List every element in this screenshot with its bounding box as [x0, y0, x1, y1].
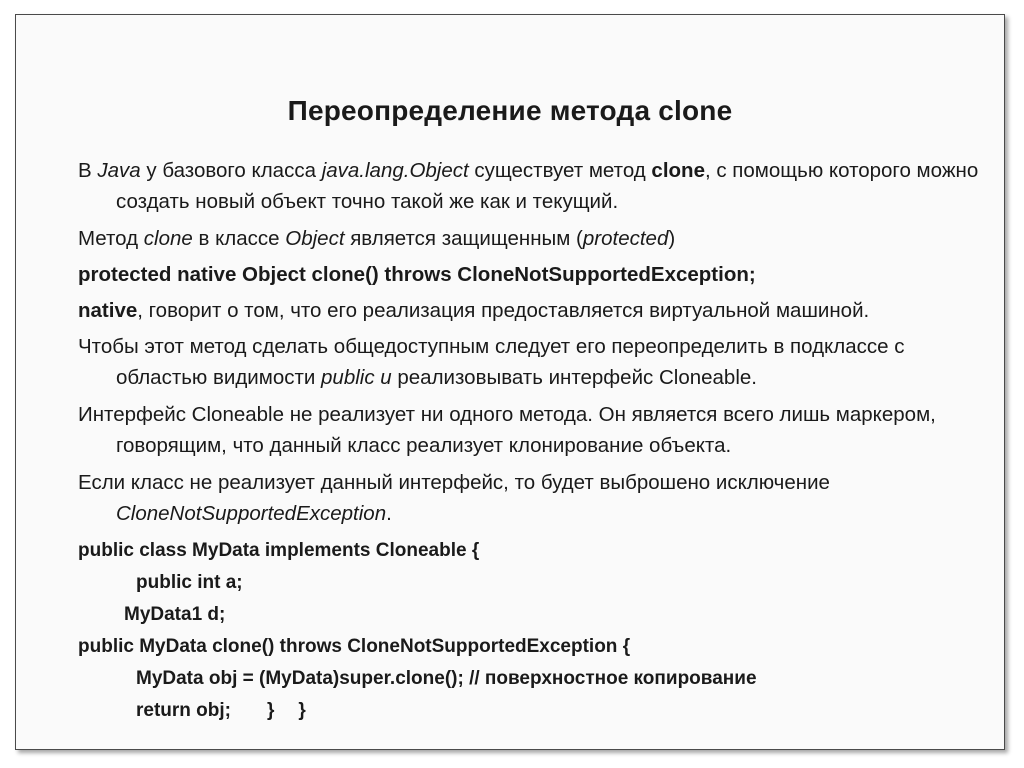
text-run-italic: CloneNotSupportedException — [116, 502, 387, 525]
code-line-super-clone: MyData obj = (MyData)super.clone(); // поверхностное копирование — [136, 668, 757, 689]
text-run: Интерфейс Cloneable не реализует ни одного метода. Он является всего лишь маркером, говорящим, что данный класс реализует клонирование объекта. — [78, 403, 936, 457]
text-run: Если класс не реализует данный интерфейс, то будет выброшено исключение — [78, 471, 830, 494]
text-run: у базового класса — [140, 159, 322, 182]
paragraph-signature — [78, 259, 998, 290]
code-line-field-a: public int a; — [136, 572, 243, 593]
slide-title: Переопределение метода clone — [287, 95, 733, 126]
text-run: , с помощью которого можно создать новый объект точно такой же как и текущий. — [116, 159, 979, 213]
text-run: В — [78, 159, 98, 182]
text-run: ) — [668, 227, 676, 250]
slide-frame — [15, 14, 1005, 750]
text-run-italic: public и — [321, 366, 392, 389]
text-run: Чтобы этот метод сделать общедоступным следует его переопределить в подклассе с областью видимости — [78, 335, 905, 389]
slide-body — [78, 155, 998, 727]
code-brace: } — [298, 700, 306, 721]
text-run: в классе — [192, 227, 286, 250]
text-run-bold: native — [78, 299, 138, 322]
text-run-italic: java.lang.Object — [321, 159, 469, 182]
code-line-return — [78, 695, 998, 727]
text-run: Метод — [78, 227, 144, 250]
text-run: , говорит о том, что его реализация предоставляется виртуальной машиной. — [137, 299, 870, 322]
text-run: . — [386, 502, 392, 525]
code-block — [78, 535, 998, 727]
code-line-field-d: MyData1 d; — [124, 604, 226, 625]
paragraph-override — [78, 331, 998, 393]
code-line-class: public class MyData implements Cloneable { — [78, 540, 480, 561]
text-run-bold: clone — [651, 159, 705, 182]
paragraph-cloneable — [78, 399, 998, 461]
paragraph-clone-intro — [78, 155, 998, 217]
code-brace: } — [267, 700, 275, 721]
text-run: реализовывать интерфейс Cloneable. — [391, 366, 757, 389]
code-return: return obj; — [136, 700, 231, 721]
text-run-italic: protected — [582, 227, 669, 250]
code-line-method: public MyData clone() throws CloneNotSupportedException { — [78, 636, 631, 657]
text-run-italic: Object — [285, 227, 345, 250]
text-run: существует метод — [468, 159, 652, 182]
paragraph-protected — [78, 223, 998, 254]
text-run: является защищенным ( — [344, 227, 583, 250]
text-run-italic: Java — [97, 159, 141, 182]
text-run-italic: clone — [143, 227, 193, 250]
paragraph-exception — [78, 467, 998, 529]
method-signature: protected native Object clone() throws CloneNotSupportedException; — [78, 263, 756, 286]
paragraph-native — [78, 295, 998, 326]
